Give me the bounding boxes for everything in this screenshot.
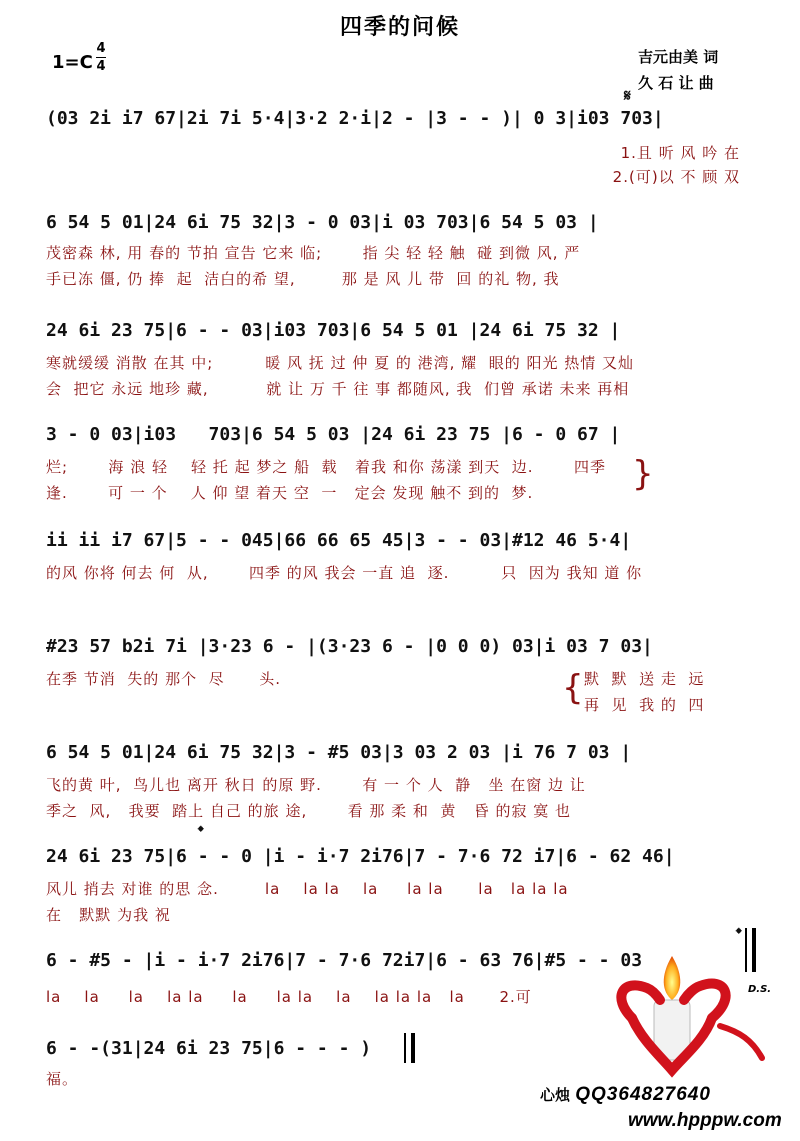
score-row-4-lyric-2: 逢. 可 一 个 人 仰 望 着天 空 一 定会 发现 触不 到的 梦. — [46, 484, 534, 502]
score-row-5-lyric-1: 的风 你将 何去 何 从, 四季 的风 我会 一直 追 逐. 只 因为 我知 道 你 — [46, 564, 643, 582]
score-row-5-notes: ii ii i7 67|5 - - 045|66 66 65 45|3 - - 03|#12 46 5·4| — [46, 530, 632, 551]
row-6-verse-right-1: 默 默 送 走 远 — [584, 670, 705, 688]
score-row-2-notes: 6 54 5 01|24 6i 75 32|3 - 0 03|i 03 703|6 54 5 03 | — [46, 212, 599, 233]
score-row-4-lyric-1: 烂; 海 浪 轻 轻 托 起 梦之 船 载 着我 和你 荡漾 到天 边. 四季 — [46, 458, 606, 476]
score-row-1-lyric-1: 1.且 听 风 吟 在 — [620, 144, 740, 162]
coda-icon: 𝄌 — [198, 822, 204, 841]
lyricist-credit: 吉元由美 词 — [638, 48, 719, 66]
segno-icon: 𝄋 — [624, 86, 631, 105]
score-row-7-lyric-2: 季之 风, 我要 踏上 自己 的旅 途, 看 那 柔 和 黄 昏 的寂 寞 也 — [46, 802, 572, 820]
score-row-3-lyric-1: 寒就缓缓 消散 在其 中; 暖 风 抚 过 仲 夏 的 港湾, 耀 眼的 阳光 热情 又灿 — [46, 354, 635, 372]
time-signature — [96, 40, 106, 75]
qq-label: 心烛 — [540, 1086, 571, 1104]
score-row-6-notes: #23 57 b2i 7i |3·23 6 - |(3·23 6 - |0 0 0) 03|i 03 7 03| — [46, 636, 653, 657]
song-title: 四季的问候 — [339, 15, 460, 40]
score-row-2-lyric-1: 茂密森 林, 用 春的 节拍 宣告 它来 临; 指 尖 轻 轻 触 碰 到微 风, 严 — [46, 244, 581, 262]
verse-brace-2: { — [562, 668, 584, 708]
coda-icon-2: 𝄌 — [736, 924, 742, 943]
score-row-6-lyric-1: 在季 节消 失的 那个 尽 头. — [46, 670, 281, 688]
score-row-8-lyric-2: 在 默默 为我 祝 — [46, 906, 171, 924]
score-row-8-notes: 24 6i 23 75|6 - - 0 |i - i·7 2i76|7 - 7·6 72 i7|6 - 62 46| — [46, 846, 675, 867]
score-row-3-lyric-2: 会 把它 永远 地珍 藏, 就 让 万 千 往 事 都随风, 我 们曾 承诺 未来 再相 — [46, 380, 630, 398]
verse-brace: } — [632, 454, 654, 494]
end-barline — [404, 1033, 415, 1063]
score-row-9-notes: 6 - #5 - |i - i·7 2i76|7 - 7·6 72i7|6 - 63 76|#5 - - 03 — [46, 950, 643, 971]
score-row-2-lyric-2: 手已冻 僵, 仍 捧 起 洁白的希 望, 那 是 风 儿 带 回 的礼 物, 我 — [46, 270, 560, 288]
ds-marking: D.S. — [748, 984, 772, 995]
score-row-1-lyric-2: 2.(可)以 不 顾 双 — [612, 168, 740, 186]
score-row-10-notes: 6 - -(31|24 6i 23 75|6 - - - ) — [46, 1038, 372, 1059]
time-signature-top: 4 — [96, 41, 106, 56]
time-signature-divider — [96, 57, 106, 58]
time-signature-bottom: 4 — [96, 59, 106, 74]
qq-number: QQ364827640 — [575, 1084, 711, 1105]
score-row-4-notes: 3 - 0 03|i03 703|6 54 5 03 |24 6i 23 75 |6 - 0 67 | — [46, 424, 621, 445]
score-row-8-lyric-1: 风儿 捎去 对谁 的思 念. la la la la la la la la la la — [46, 880, 569, 898]
score-row-7-lyric-1: 飞的黄 叶, 鸟儿也 离开 秋日 的原 野. 有 一 个 人 静 坐 在窗 边 让 — [46, 776, 586, 794]
score-row-3-notes: 24 6i 23 75|6 - - 03|i03 703|6 54 5 01 |24 6i 75 32 | — [46, 320, 621, 341]
website-watermark: www.hpppw.com — [628, 1110, 782, 1131]
row-6-verse-right-2: 再 见 我 的 四 — [584, 696, 705, 714]
key-signature: 1=C — [52, 52, 93, 73]
score-row-10-lyric-1: 福。 — [46, 1070, 79, 1088]
score-row-1-notes: (03 2i i7 67|2i 7i 5·4|3·2 2·i|2 - |3 - - )| 0 3|i03 703| — [46, 108, 664, 129]
candle-heart-logo — [612, 948, 772, 1078]
composer-credit: 久 石 让 曲 — [638, 74, 714, 92]
qq-contact — [540, 1084, 711, 1106]
score-row-9-lyric-1: la la la la la la la la la la la la la 2.可 — [46, 988, 532, 1006]
score-row-7-notes: 6 54 5 01|24 6i 75 32|3 - #5 03|3 03 2 03 |i 76 7 03 | — [46, 742, 632, 763]
